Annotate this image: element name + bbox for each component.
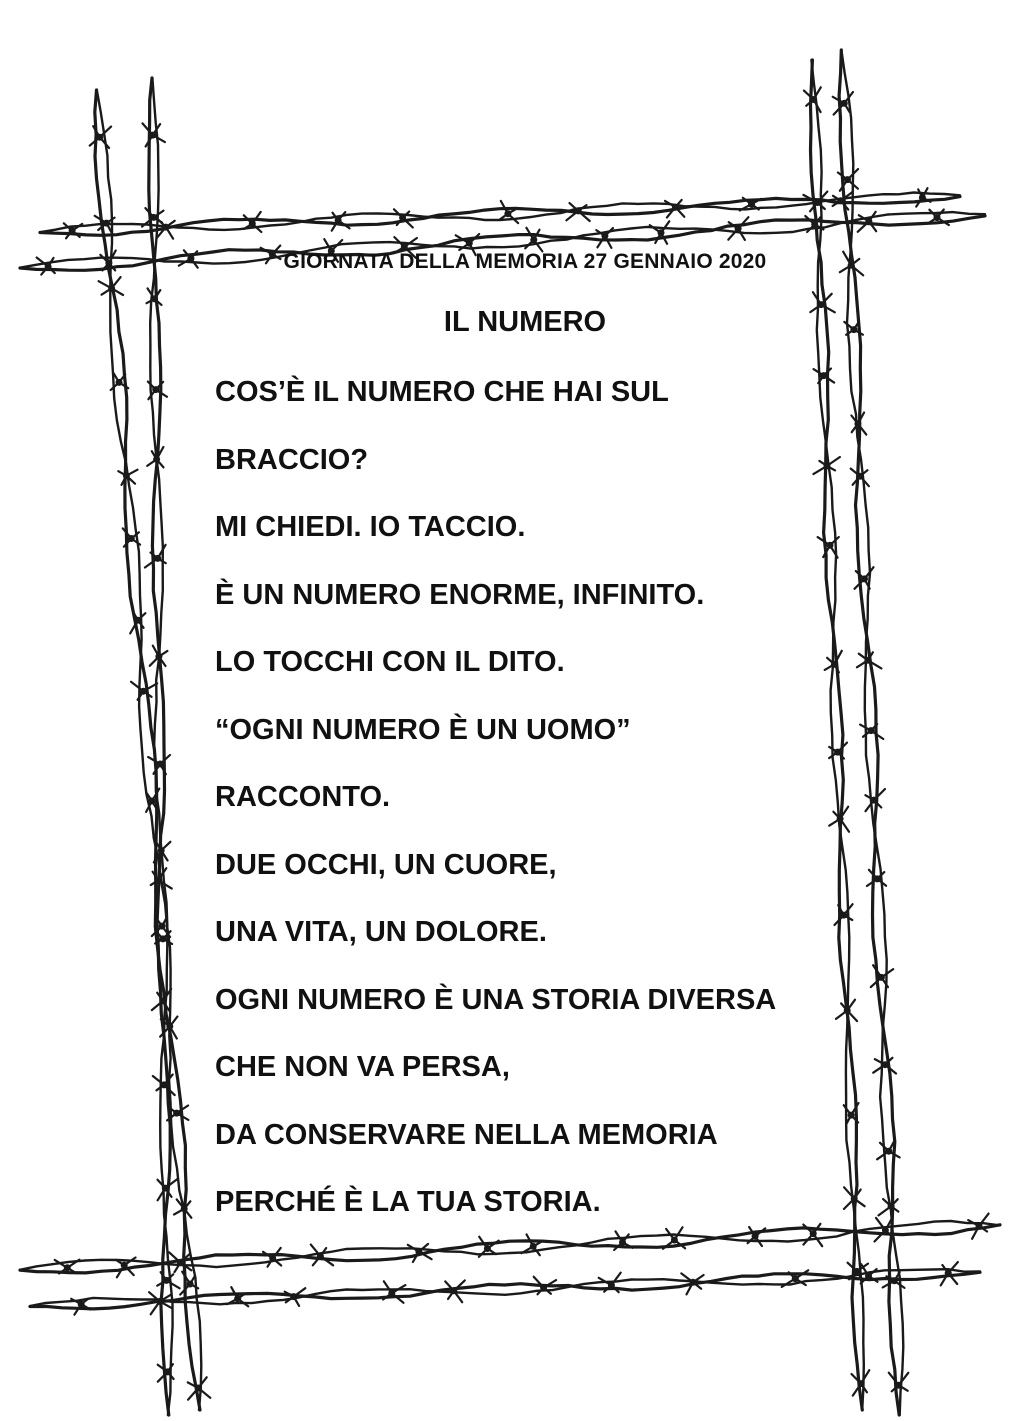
poem-body [215, 372, 865, 1250]
poem-line: DUE OCCHI, UN CUORE, [215, 848, 557, 881]
barbed-wire-strand [90, 90, 211, 1410]
poem-line: COS’È IL NUMERO CHE HAI SUL [215, 376, 669, 408]
poem-line: “OGNI NUMERO È UN UOMO” [215, 713, 631, 746]
page-header: GIORNATA DELLA MEMORIA 27 GENNAIO 2020 [283, 250, 767, 273]
poem-line: BRACCIO? [215, 443, 369, 476]
poem-line: PERCHÉ È LA TUA STORIA. [215, 1186, 601, 1218]
poem-line: MI CHIEDI. IO TACCIO. [215, 511, 526, 543]
poem-line: RACCONTO. [215, 781, 391, 813]
poem-line: LO TOCCHI CON IL DITO. [215, 646, 565, 678]
poem-title: IL NUMERO [443, 306, 607, 338]
poem-line: È UN NUMERO ENORME, INFINITO. [215, 578, 705, 611]
poem-line: DA CONSERVARE NELLA MEMORIA [215, 1118, 718, 1151]
poem-line: OGNI NUMERO È UNA STORIA DIVERSA [215, 983, 777, 1016]
poem-line: CHE NON VA PERSA, [215, 1051, 510, 1083]
poem-line: UNA VITA, UN DOLORE. [215, 916, 547, 948]
